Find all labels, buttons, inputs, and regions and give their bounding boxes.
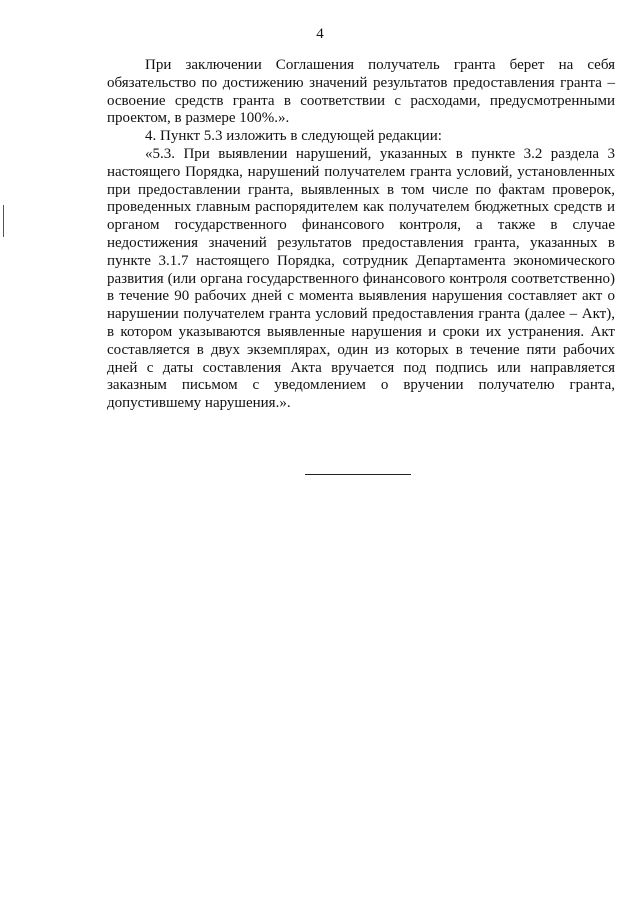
paragraph-agreement-obligation: При заключении Соглашения получатель гранта берет на себя обязательство по достижению значений результатов предоставления гранта – освоение средств гранта в соответствии с расходами, предусмотренными проектом, в размере 100%.». <box>107 57 615 127</box>
paragraph-clause-5-3: «5.3. При выявлении нарушений, указанных в пункте 3.2 раздела 3 настоящего Порядка, нарушений получателем гранта условий, установленных при предоставлении гранта, выявленных в том числе по фактам проверок, проведенных главным распорядителем как получателем бюджетных средств и органом государственного финансового контроля, а также в случае недостижения значений результатов предоставления гранта, указанных в пункте 3.1.7 настоящего Порядка, сотрудник Департамента экономического развития (или органа государственного финансового контроля соответственно) в течение 90 рабочих дней с момента выявления нарушения составляет акт о нарушении получателем гранта условий предоставления гранта (далее – Акт), в котором указываются выявленные нарушения и сроки их устранения. Акт составляется в двух экземплярах, один из которых в течение пяти рабочих дней с даты составления Акта вручается под подпись или направляется заказным письмом с уведомлением о вручении получателю гранта, допустившему нарушения.». <box>107 145 615 412</box>
paragraph-item-4: 4. Пункт 5.3 изложить в следующей редакции: <box>145 128 442 145</box>
end-divider <box>305 474 411 475</box>
page-number: 4 <box>316 26 324 42</box>
document-body <box>107 57 615 413</box>
margin-scan-mark <box>3 205 4 237</box>
